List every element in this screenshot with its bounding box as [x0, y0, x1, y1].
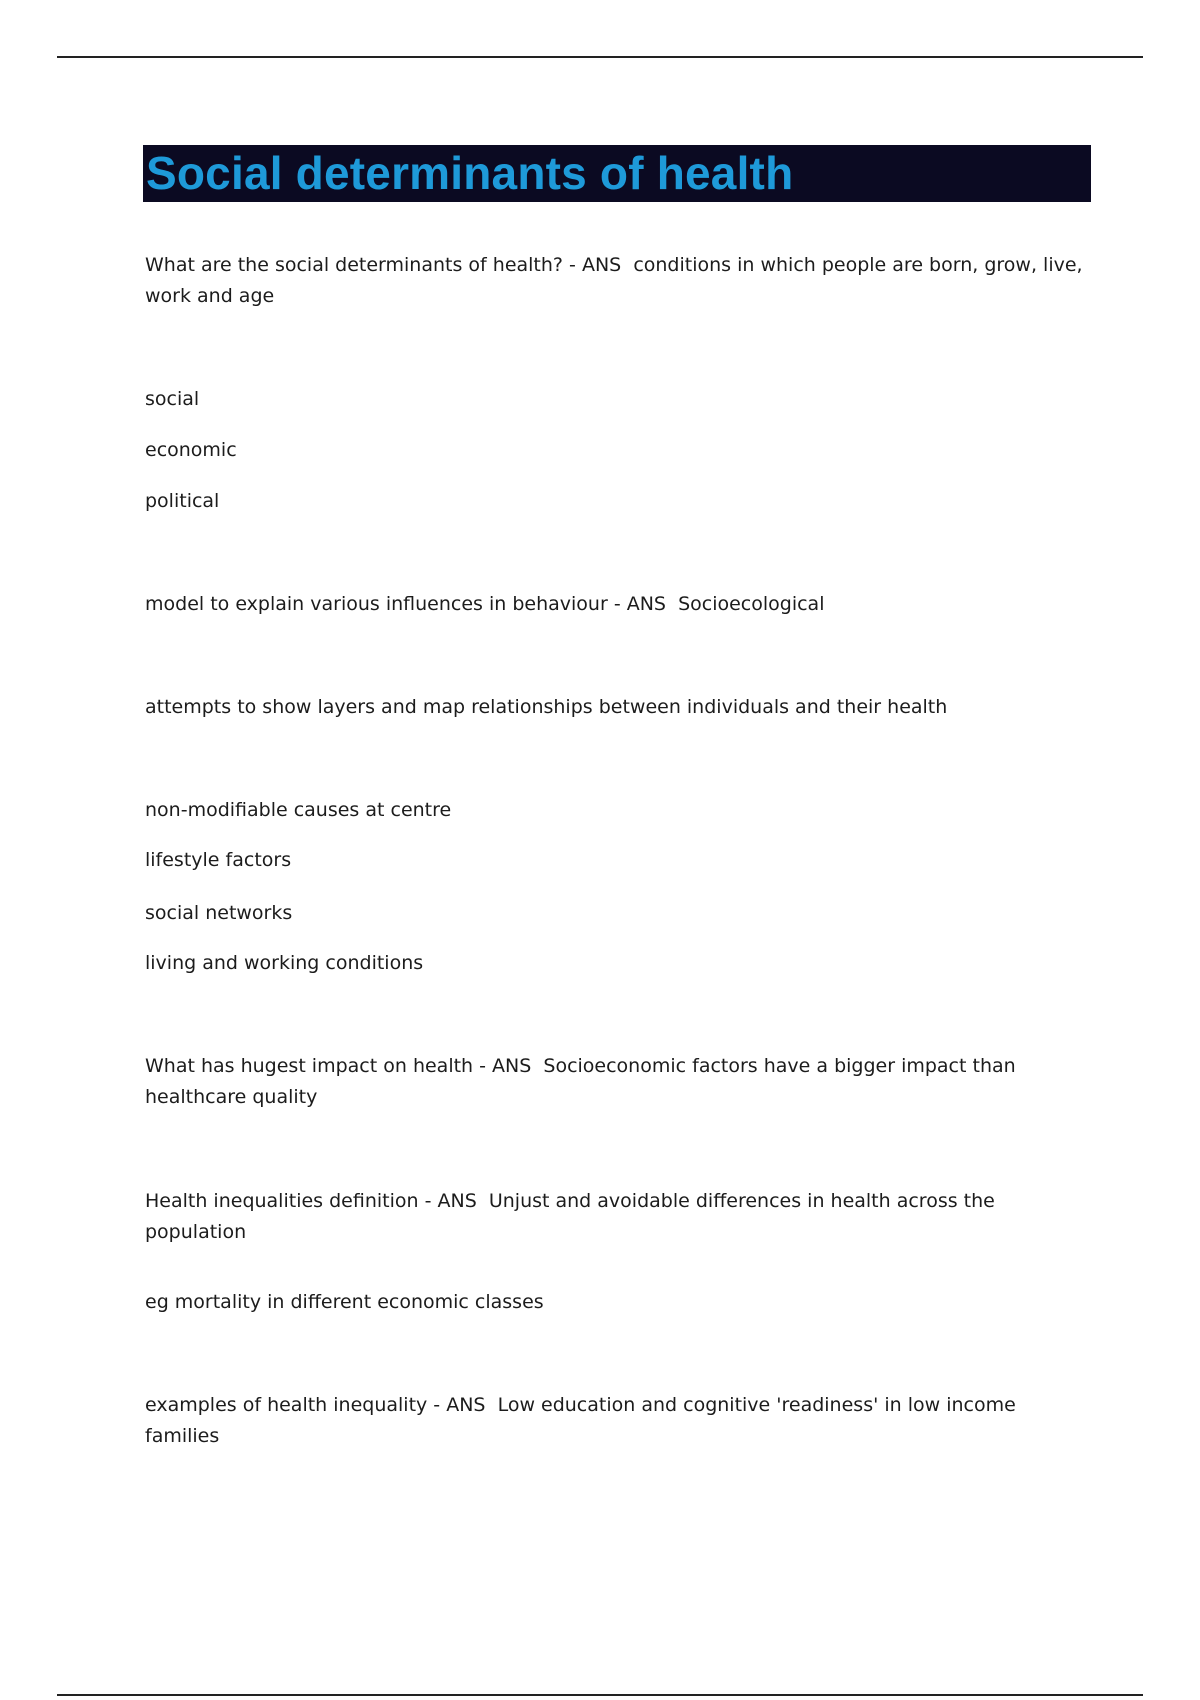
answer-separator: - ANS [563, 254, 634, 276]
answer-text: Unjust and avoidable differences in health across the population [145, 1190, 1001, 1243]
answer-separator: - ANS [418, 1190, 489, 1212]
answer-separator: - ANS [427, 1394, 498, 1416]
note-line: social networks [145, 902, 293, 924]
note-line: eg mortality in different economic classes [145, 1291, 544, 1313]
answer-text: Socioecological [678, 593, 825, 615]
qa-entry [145, 1390, 1095, 1452]
question-text: What has hugest impact on health [145, 1055, 474, 1077]
note-line: living and working conditions [145, 952, 424, 974]
question-text: What are the social determinants of health? [145, 254, 564, 276]
note-line: non-modifiable causes at centre [145, 799, 452, 821]
answer-separator: - ANS [607, 593, 679, 615]
bottom-rule [57, 1694, 1143, 1696]
qa-entry [145, 1051, 1095, 1113]
question-text: model to explain various influences in behaviour [145, 593, 608, 615]
note-line: attempts to show layers and map relationships between individuals and their health [145, 696, 948, 718]
note-line: political [145, 490, 220, 512]
qa-entry [145, 250, 1095, 312]
answer-separator: - ANS [473, 1055, 544, 1077]
qa-entry [145, 1186, 1095, 1248]
note-line: social [145, 388, 200, 410]
answer-text: Socioeconomic factors have a bigger impact than healthcare quality [145, 1055, 1022, 1108]
qa-entry [145, 589, 1095, 620]
question-text: examples of health inequality [145, 1394, 428, 1416]
answer-text: conditions in which people are born, grow, live, work and age [145, 254, 1089, 307]
note-line: economic [145, 439, 237, 461]
title-banner [143, 145, 1091, 202]
answer-text: Low education and cognitive 'readiness' in low income families [145, 1394, 1022, 1447]
top-rule [57, 56, 1143, 58]
note-line: lifestyle factors [145, 849, 292, 871]
page-title: Social determinants of health [146, 147, 794, 199]
question-text: Health inequalities definition [145, 1190, 419, 1212]
